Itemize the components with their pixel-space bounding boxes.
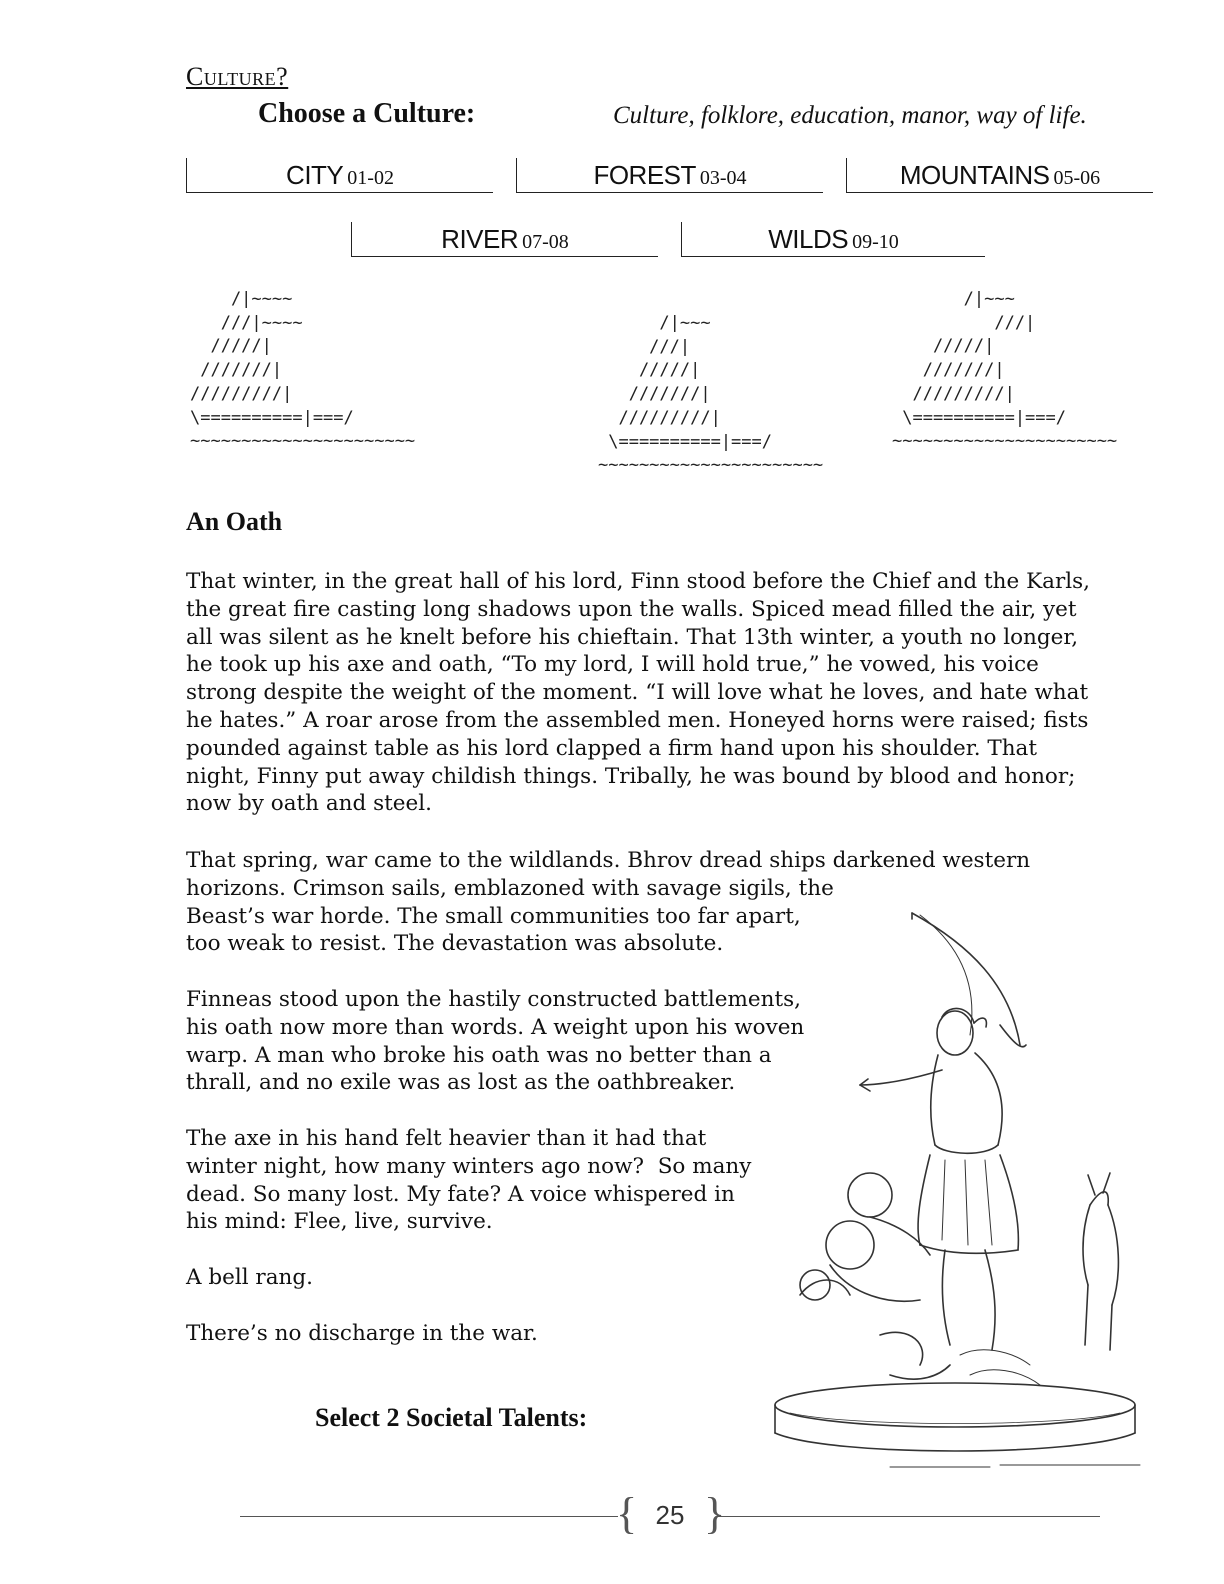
culture-tab-forest: [516, 158, 823, 193]
story-paragraph: There’s no discharge in the war.: [186, 1321, 538, 1346]
culture-range: 03-04: [699, 167, 747, 189]
culture-name: WILDS: [768, 224, 849, 254]
culture-tagline: Culture, folklore, education, manor, way of life.: [613, 102, 1087, 129]
culture-name: FOREST: [593, 160, 696, 190]
story-paragraph: That spring, war came to the wildlands. Bhrov dread ships darkened western horizons. Crimson sails, emblazoned with savage sigils, the Beast’s war horde. The small communities too far apart, too weak to resist. The devastation was absolute.: [186, 848, 1031, 957]
story-paragraph: The axe in his hand felt heavier than it had that winter night, how many winters ago now? So many dead. So many lost. My fate? A voice whispered in his mind: Flee, live, survive.: [186, 1126, 752, 1235]
culture-tab-mountains: [846, 158, 1153, 193]
story-title: An Oath: [186, 507, 283, 536]
footer-brace-right: }: [704, 1489, 726, 1538]
ascii-ship-left: /|~~~~ ///|~~~~ /////| ///////| /////////| \==========|===/ ~~~~~~~~~~~~~~~~~~~~~~: [190, 289, 416, 452]
footer-rule-left: [240, 1516, 618, 1517]
ascii-ship-right: /|~~~ ///| /////| ///////| /////////| \==========|===/ ~~~~~~~~~~~~~~~~~~~~~~: [892, 289, 1118, 452]
talents-label: Select 2 Societal Talents:: [315, 1403, 588, 1432]
ascii-ship-center: /|~~~ ///| /////| ///////| /////////| \==========|===/ ~~~~~~~~~~~~~~~~~~~~~~: [598, 313, 824, 476]
culture-name: CITY: [286, 160, 344, 190]
culture-tab-city: [186, 158, 493, 193]
footer-brace-left: {: [616, 1489, 638, 1538]
culture-range: 05-06: [1053, 167, 1101, 189]
culture-tab-wilds: [681, 222, 985, 257]
footer-rule-right: [718, 1516, 1100, 1517]
page-number: 25: [655, 1500, 685, 1530]
story-paragraph: Finneas stood upon the hastily constructed battlements, his oath now more than words. A weight upon his woven warp. A man who broke his oath was no better than a thrall, and no exile was as lost as the oathbreaker.: [186, 987, 805, 1096]
section-title: Culture?: [186, 62, 289, 91]
culture-name: MOUNTAINS: [899, 160, 1050, 190]
culture-name: RIVER: [441, 224, 519, 254]
culture-range: 07-08: [522, 231, 569, 253]
huntress-illustration: [770, 905, 1150, 1475]
culture-range: 09-10: [852, 231, 899, 253]
culture-tab-river: [351, 222, 658, 257]
story-paragraph: That winter, in the great hall of his lord, Finn stood before the Chief and the Karls, the great fire casting long shadows upon the walls. Spiced mead filled the air, yet all was silent as he knelt before his chieftain. That 13th winter, a youth no longer, he took up his axe and oath, “To my lord, I will hold true,” he vowed, his voice strong despite the weight of the moment. “I will love what he loves, and hate what he hates.” A roar arose from the assembled men. Honeyed horns were raised; fists pounded against table as his lord clapped a firm hand upon his shoulder. That night, Finny put away childish things. Tribally, he was bound by blood and honor; now by oath and steel.: [186, 569, 1090, 817]
story-paragraph: A bell rang.: [186, 1265, 313, 1290]
culture-range: 01-02: [347, 167, 394, 189]
choose-culture-label: Choose a Culture:: [258, 98, 476, 129]
